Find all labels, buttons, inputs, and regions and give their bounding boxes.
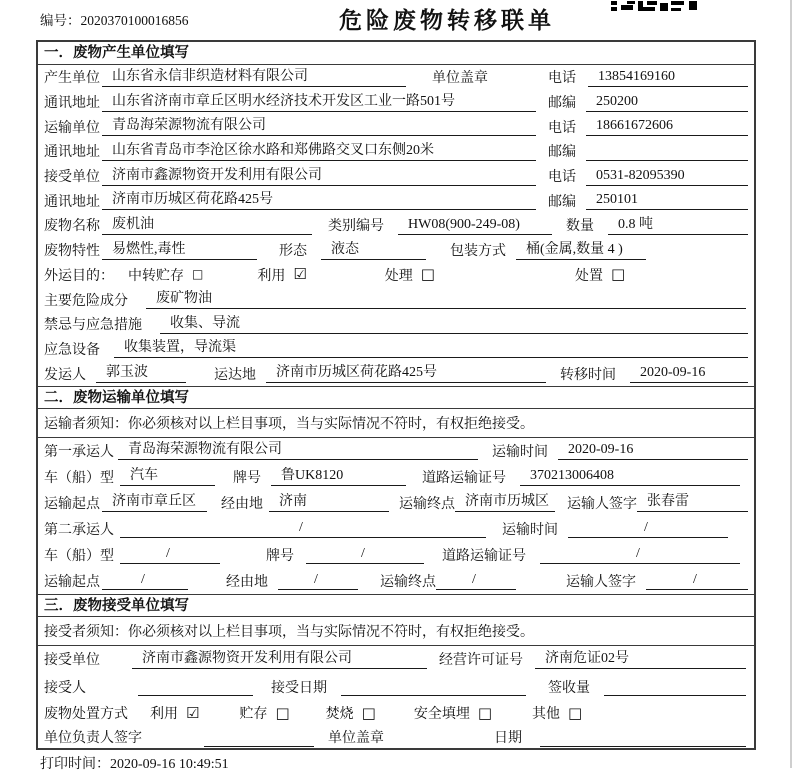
packaging-label: 包装方式 xyxy=(450,244,506,260)
emergency-measures-label: 禁忌与应急措施 xyxy=(44,318,142,334)
disposal-storage-label: 贮存 xyxy=(239,707,268,723)
receiver-notice xyxy=(38,617,754,646)
disposal-method-row xyxy=(38,701,754,726)
route-origin-2-value: / xyxy=(102,571,188,590)
transfer-time-label: 转移时间 xyxy=(560,367,616,383)
print-time xyxy=(40,753,229,773)
disposal-landfill-checkbox: □ xyxy=(477,703,493,722)
outbound-purpose-label: 外运目的： xyxy=(44,268,114,284)
transporter-notice-text: 运输者须知：你必须核对以上栏目事项，当与实际情况不符时，有权拒绝接受。 xyxy=(44,416,534,432)
packaging-value: 桶(金属,数量 4 ) xyxy=(516,241,646,260)
accepting-unit-row xyxy=(38,646,754,673)
emergency-equipment-label: 应急设备 xyxy=(44,342,100,358)
plate-number-2-value: / xyxy=(306,545,424,564)
transporter-notice xyxy=(38,409,754,438)
first-carrier-label: 第一承运人 xyxy=(44,444,114,460)
print-time-label: 打印时间： xyxy=(40,757,110,772)
section-2-header: 二．废物运输单位填写 xyxy=(38,386,754,409)
transporter-postcode-label: 邮编 xyxy=(548,145,576,161)
receiver-notice-text: 接受者须知：你必须核对以上栏目事项，当与实际情况不符时，有权拒绝接受。 xyxy=(44,624,534,640)
transporter-address-value: 山东省青岛市李沧区徐水路和郑佛路交叉口东侧20米 xyxy=(102,142,536,161)
second-carrier-row xyxy=(38,516,754,542)
responsible-signature-label: 单位负责人签字 xyxy=(44,731,142,747)
producer-phone-value: 13854169160 xyxy=(588,68,748,87)
receiver-address-row xyxy=(38,188,754,213)
section-1-header: 一．废物产生单位填写 xyxy=(38,42,754,65)
print-time-value: 2020-09-16 10:49:51 xyxy=(110,757,229,772)
producer-unit-value: 山东省永信非织造材料有限公司 xyxy=(102,68,406,87)
waste-quantity-label: 数量 xyxy=(566,219,594,235)
emergency-equipment-value: 收集装置，导流渠 xyxy=(114,339,748,358)
receiver-address-value: 济南市历城区荷花路425号 xyxy=(102,191,536,210)
transport-time-value: 2020-09-16 xyxy=(558,441,748,460)
disposal-incinerate-label: 焚烧 xyxy=(325,707,354,723)
unit-stamp-2-label: 单位盖章 xyxy=(328,731,384,747)
received-quantity-label: 签收量 xyxy=(548,680,590,696)
first-carrier-row xyxy=(38,438,754,464)
waste-form-label: 形态 xyxy=(279,244,307,260)
transporter-phone-label: 电话 xyxy=(548,120,576,136)
transporter-unit-value: 青岛海荣源物流有限公司 xyxy=(102,117,536,136)
responsible-signature-value xyxy=(204,728,314,747)
waste-property-row xyxy=(38,238,754,263)
acceptor-row xyxy=(38,673,754,701)
received-quantity-value xyxy=(604,677,746,696)
operating-license-label: 经营许可证号 xyxy=(439,653,523,669)
waste-quantity-value: 0.8 吨 xyxy=(608,216,748,235)
acceptor-value xyxy=(138,677,253,696)
vehicle-type-row-2 xyxy=(38,542,754,568)
accepting-unit-label: 接受单位 xyxy=(44,653,100,669)
plate-number-2-label: 牌号 xyxy=(266,548,294,564)
route-end-label: 运输终点 xyxy=(399,496,455,512)
document-number xyxy=(40,9,189,29)
transporter-address-row xyxy=(38,139,754,164)
disposal-utilize-label: 利用 xyxy=(150,707,178,723)
transporter-unit-row xyxy=(38,114,754,139)
receiver-postcode-label: 邮编 xyxy=(548,194,576,210)
producer-address-row xyxy=(38,90,754,115)
accept-date-label: 接受日期 xyxy=(271,680,327,696)
waste-name-label: 废物名称 xyxy=(44,219,100,235)
destination-value: 济南市历城区荷花路425号 xyxy=(266,364,546,383)
emergency-measures-value: 收集、导流 xyxy=(160,315,748,334)
qr-code-fragment-icon xyxy=(611,0,701,16)
transport-time-label: 运输时间 xyxy=(492,444,548,460)
receiver-postcode-value: 250101 xyxy=(586,191,748,210)
shipper-row xyxy=(38,361,754,386)
second-carrier-label: 第二承运人 xyxy=(44,522,114,538)
transporter-unit-label: 运输单位 xyxy=(44,120,100,136)
waste-name-value: 废机油 xyxy=(102,216,312,235)
page-edge-line xyxy=(790,0,792,768)
disposal-utilize-checkbox: ☑ xyxy=(186,703,200,722)
destination-label: 运达地 xyxy=(214,367,256,383)
road-permit-2-value: / xyxy=(540,545,740,564)
accept-date-value xyxy=(341,677,526,696)
waste-category-label: 类别编号 xyxy=(328,219,384,235)
disposal-incinerate-checkbox: □ xyxy=(361,703,376,722)
carrier-signature-2-value: / xyxy=(646,571,748,590)
hazard-component-value: 废矿物油 xyxy=(146,290,746,309)
receiver-phone-label: 电话 xyxy=(548,170,576,186)
unit-stamp-label: 单位盖章 xyxy=(432,71,488,87)
route-via-2-label: 经由地 xyxy=(226,574,268,590)
waste-form-value: 液态 xyxy=(321,241,426,260)
route-end-value: 济南市历城区 xyxy=(455,493,555,512)
vehicle-type-2-value: / xyxy=(120,545,220,564)
accepting-unit-value: 济南市鑫源物资开发利用有限公司 xyxy=(132,650,427,669)
road-permit-value: 370213006408 xyxy=(520,467,740,486)
disposal-other-checkbox: □ xyxy=(568,703,583,722)
route-row-2 xyxy=(38,568,754,594)
hazard-component-label: 主要危险成分 xyxy=(44,293,128,309)
dispose-checkbox: □ xyxy=(610,265,626,284)
first-carrier-value: 青岛海荣源物流有限公司 xyxy=(118,441,478,460)
producer-unit-label: 产生单位 xyxy=(44,71,100,87)
producer-address-value: 山东省济南市章丘区明水经济技术开发区工业一路501号 xyxy=(102,93,536,112)
plate-number-label: 牌号 xyxy=(233,470,261,486)
producer-postcode-label: 邮编 xyxy=(548,96,576,112)
route-row-1 xyxy=(38,490,754,516)
manifest-form xyxy=(36,40,756,750)
hazard-component-row xyxy=(38,287,754,312)
route-end-2-value: / xyxy=(436,571,516,590)
emergency-measures-row xyxy=(38,312,754,337)
date-label: 日期 xyxy=(494,731,522,747)
transporter-address-label: 通讯地址 xyxy=(44,145,100,161)
route-via-label: 经由地 xyxy=(221,496,263,512)
receiver-unit-value: 济南市鑫源物资开发利用有限公司 xyxy=(102,167,536,186)
treat-checkbox: □ xyxy=(420,265,435,284)
transporter-postcode-value xyxy=(586,142,748,161)
page-title: 危险废物转移联单 xyxy=(339,7,555,33)
vehicle-type-value: 汽车 xyxy=(120,467,215,486)
transporter-phone-value: 18661672606 xyxy=(586,117,748,136)
treat-option-label: 处理 xyxy=(384,268,413,284)
carrier-signature-label: 运输人签字 xyxy=(567,496,637,512)
receiver-address-label: 通讯地址 xyxy=(44,194,100,210)
producer-unit-row xyxy=(38,65,754,90)
disposal-landfill-label: 安全填埋 xyxy=(413,707,470,723)
producer-address-label: 通讯地址 xyxy=(44,96,100,112)
waste-category-value: HW08(900-249-08) xyxy=(398,216,552,235)
transport-time-2-value: / xyxy=(568,519,728,538)
document-number-value: 2020370100016856 xyxy=(80,13,189,28)
plate-number-value: 鲁UK8120 xyxy=(271,467,406,486)
transfer-time-value: 2020-09-16 xyxy=(630,364,748,383)
document-number-label: 编号： xyxy=(40,13,81,28)
route-via-value: 济南 xyxy=(269,493,389,512)
road-permit-2-label: 道路运输证号 xyxy=(442,548,526,564)
route-origin-2-label: 运输起点 xyxy=(44,574,100,590)
shipper-value: 郭玉波 xyxy=(96,364,186,383)
route-origin-label: 运输起点 xyxy=(44,496,100,512)
carrier-signature-2-label: 运输人签字 xyxy=(566,574,636,590)
dispose-option-label: 处置 xyxy=(574,268,603,284)
shipper-label: 发运人 xyxy=(44,367,86,383)
road-permit-label: 道路运输证号 xyxy=(422,470,506,486)
route-via-2-value: / xyxy=(278,571,358,590)
vehicle-type-label: 车（船）型 xyxy=(44,470,114,486)
emergency-equipment-row xyxy=(38,337,754,362)
disposal-other-label: 其他 xyxy=(532,707,561,723)
utilize-checkbox: ☑ xyxy=(293,265,307,284)
waste-property-value: 易燃性,毒性 xyxy=(102,241,257,260)
waste-name-row xyxy=(38,213,754,238)
acceptor-label: 接受人 xyxy=(44,680,86,696)
vehicle-type-row-1 xyxy=(38,464,754,490)
receiver-phone-value: 0531-82095390 xyxy=(586,167,748,186)
route-origin-value: 济南市章丘区 xyxy=(102,493,207,512)
outbound-purpose-row xyxy=(38,263,754,288)
carrier-signature-value: 张春雷 xyxy=(637,493,748,512)
receiver-unit-label: 接受单位 xyxy=(44,170,100,186)
disposal-method-label: 废物处置方式 xyxy=(44,707,128,723)
producer-postcode-value: 250200 xyxy=(586,93,748,112)
route-end-2-label: 运输终点 xyxy=(380,574,436,590)
responsible-signature-row xyxy=(38,726,754,749)
section-3-header: 三．废物接受单位填写 xyxy=(38,594,754,617)
second-carrier-value: / xyxy=(120,519,486,538)
date-value xyxy=(540,728,746,747)
waste-property-label: 废物特性 xyxy=(44,244,100,260)
producer-phone-label: 电话 xyxy=(548,71,576,87)
receiver-unit-row xyxy=(38,164,754,189)
utilize-option-label: 利用 xyxy=(257,268,286,284)
transfer-storage-checkbox: □ xyxy=(192,267,204,282)
transport-time-2-label: 运输时间 xyxy=(502,522,558,538)
transfer-storage-option-label: 中转贮存 xyxy=(128,268,184,284)
operating-license-value: 济南危证02号 xyxy=(535,650,746,669)
disposal-storage-checkbox: □ xyxy=(275,703,290,722)
vehicle-type-2-label: 车（船）型 xyxy=(44,548,114,564)
